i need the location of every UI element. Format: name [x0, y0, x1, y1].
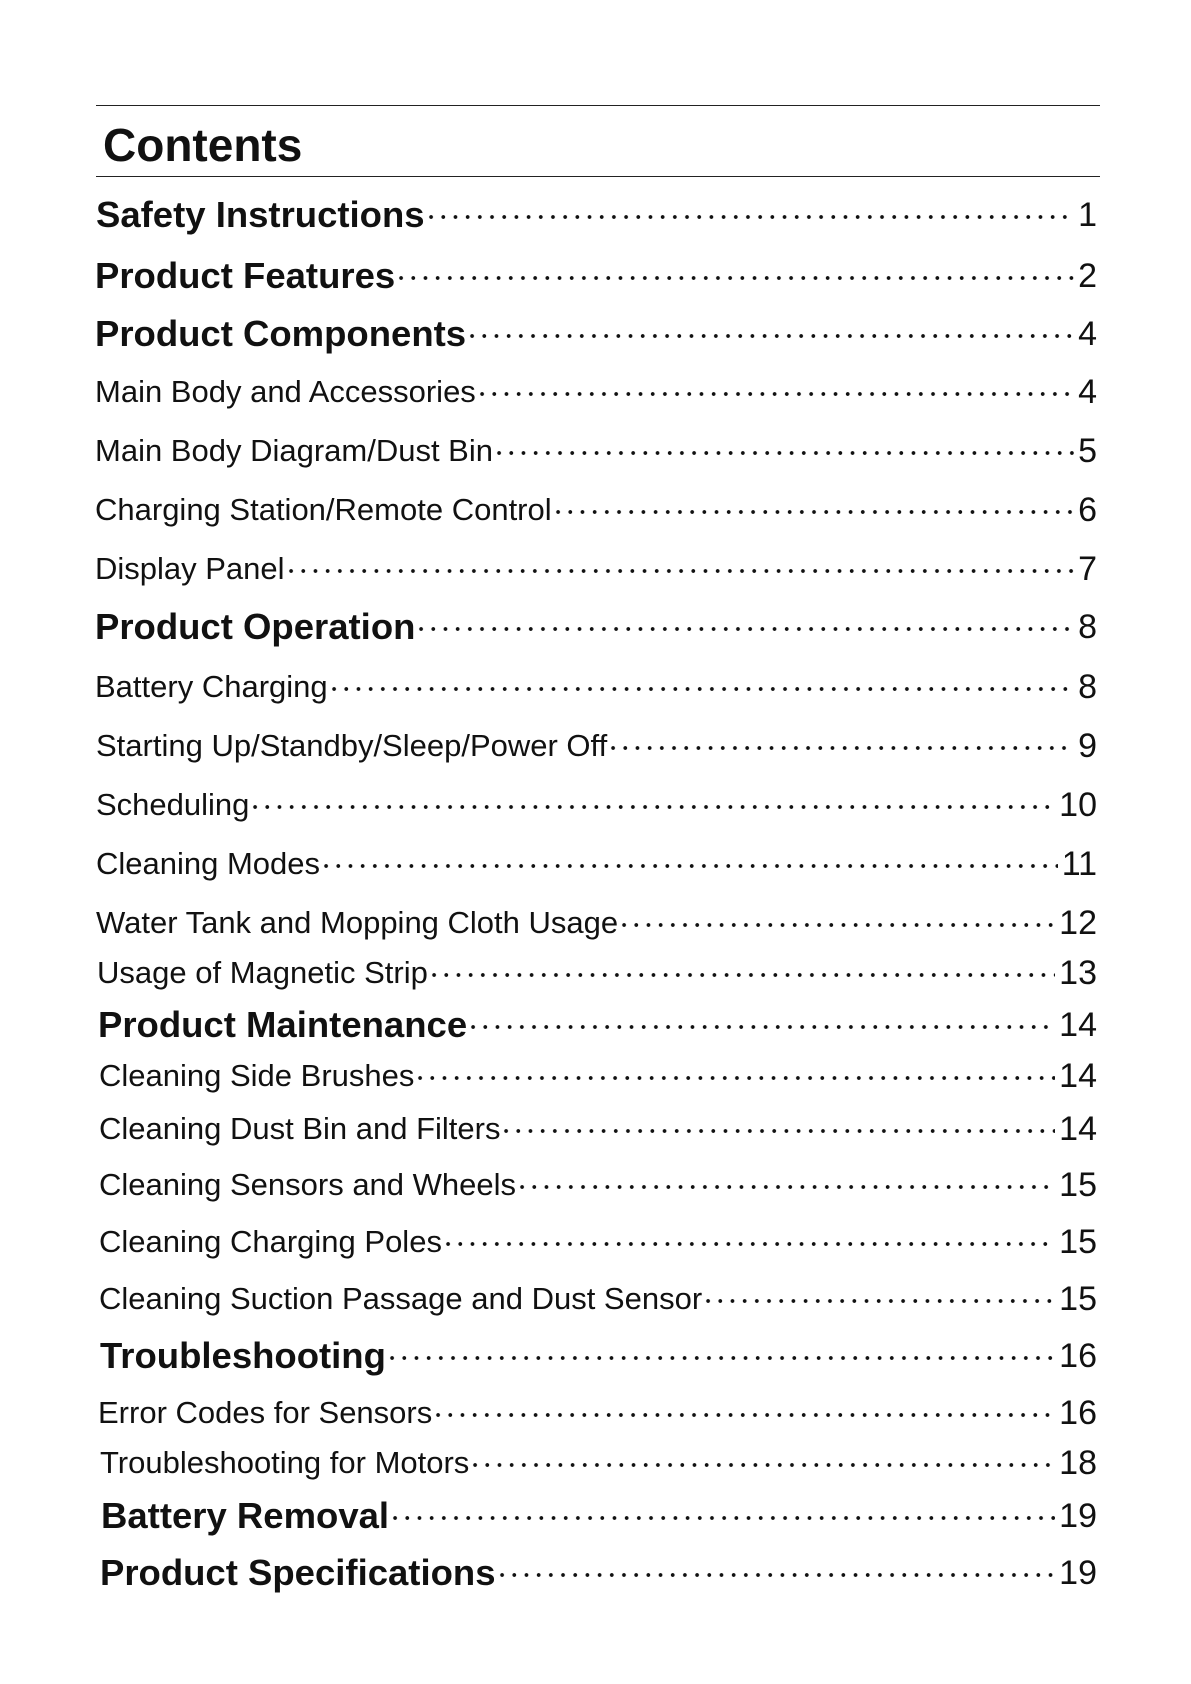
toc-entry-title: Cleaning Sensors and Wheels [99, 1167, 517, 1202]
toc-subsection-entry[interactable] [96, 900, 1097, 946]
toc-page-number: 8 [1078, 668, 1097, 706]
dot-leader [466, 333, 1074, 339]
toc-section-entry[interactable] [95, 604, 1097, 650]
dot-leader [702, 1298, 1055, 1304]
toc-page-number: 10 [1059, 786, 1097, 824]
toc-subsection-entry[interactable] [99, 1162, 1097, 1208]
dot-leader [415, 626, 1074, 632]
toc-subsection-entry[interactable] [96, 723, 1097, 769]
toc-subsection-entry[interactable] [95, 546, 1097, 592]
toc-page-number: 15 [1059, 1280, 1097, 1318]
dot-leader [425, 214, 1075, 220]
toc-entry-title: Battery Removal [101, 1495, 390, 1536]
toc-entry-title: Safety Instructions [96, 194, 425, 235]
dot-leader [516, 1184, 1055, 1190]
toc-page-number: 4 [1078, 373, 1097, 411]
toc-page-number: 14 [1059, 1006, 1097, 1044]
toc-page-number: 19 [1059, 1554, 1097, 1592]
toc-entry-title: Troubleshooting for Motors [100, 1445, 470, 1480]
toc-page-number: 18 [1059, 1444, 1097, 1482]
toc-entry-title: Product Components [95, 313, 467, 354]
toc-page-number: 9 [1078, 727, 1097, 765]
toc-subsection-entry[interactable] [99, 1276, 1097, 1322]
toc-subsection-entry[interactable] [95, 487, 1097, 533]
toc-section-entry[interactable] [101, 1493, 1097, 1539]
toc-entry-title: Cleaning Dust Bin and Filters [99, 1111, 501, 1146]
toc-entry-title: Starting Up/Standby/Sleep/Power Off [96, 728, 608, 763]
toc-page-number: 12 [1059, 904, 1097, 942]
dot-leader [467, 1024, 1055, 1030]
toc-subsection-entry[interactable] [99, 1219, 1097, 1265]
toc-subsection-entry[interactable] [96, 841, 1097, 887]
toc-entry-title: Product Features [95, 255, 396, 296]
dot-leader [428, 972, 1055, 978]
dot-leader [389, 1515, 1055, 1521]
toc-entry-title: Product Specifications [100, 1552, 496, 1593]
toc-page-number: 6 [1078, 491, 1097, 529]
toc-entry-title: Product Maintenance [98, 1004, 468, 1045]
toc-section-entry[interactable] [95, 253, 1097, 299]
toc-page-number: 16 [1059, 1337, 1097, 1375]
toc-page-number: 5 [1078, 432, 1097, 470]
toc-subsection-entry[interactable] [99, 1106, 1097, 1152]
toc-entry-title: Cleaning Charging Poles [99, 1224, 442, 1259]
toc-page-number: 15 [1059, 1223, 1097, 1261]
toc-subsection-entry[interactable] [97, 950, 1097, 996]
toc-subsection-entry[interactable] [98, 1390, 1097, 1436]
toc-subsection-entry[interactable] [95, 428, 1097, 474]
dot-leader [607, 745, 1074, 751]
toc-entry-title: Main Body Diagram/Dust Bin [95, 433, 493, 468]
toc-subsection-entry[interactable] [100, 1440, 1097, 1486]
dot-leader [476, 391, 1074, 397]
dot-leader [285, 568, 1075, 574]
dot-leader [414, 1075, 1055, 1081]
toc-page-number: 15 [1059, 1166, 1097, 1204]
toc-page-number: 7 [1078, 550, 1097, 588]
toc-entry-title: Battery Charging [95, 669, 328, 704]
dot-leader [618, 922, 1055, 928]
toc-entry-title: Main Body and Accessories [95, 374, 476, 409]
toc-page-number: 2 [1078, 257, 1097, 295]
toc-subsection-entry[interactable] [96, 782, 1097, 828]
toc-entry-title: Usage of Magnetic Strip [97, 955, 428, 990]
toc-subsection-entry[interactable] [95, 369, 1097, 415]
toc-entry-title: Display Panel [95, 551, 285, 586]
dot-leader [320, 863, 1058, 869]
dot-leader [249, 804, 1055, 810]
toc-entry-title: Scheduling [96, 787, 250, 822]
toc-section-entry[interactable] [98, 1002, 1097, 1048]
toc-page-number: 8 [1078, 608, 1097, 646]
toc-page-number: 14 [1059, 1057, 1097, 1095]
toc-entry-title: Cleaning Modes [96, 846, 321, 881]
dot-leader [386, 1355, 1055, 1361]
toc-entry-title: Troubleshooting [100, 1335, 386, 1376]
toc-section-entry[interactable] [96, 192, 1097, 238]
dot-leader [552, 509, 1074, 515]
page-title: Contents [103, 119, 303, 171]
dot-leader [432, 1412, 1055, 1418]
toc-subsection-entry[interactable] [95, 664, 1097, 710]
dot-leader [493, 450, 1074, 456]
toc-section-entry[interactable] [100, 1333, 1097, 1379]
toc-page-number: 19 [1059, 1497, 1097, 1535]
toc-entry-title: Product Operation [95, 606, 416, 647]
toc-page-number: 14 [1059, 1110, 1097, 1148]
toc-entry-title: Cleaning Suction Passage and Dust Sensor [99, 1281, 703, 1316]
toc-subsection-entry[interactable] [99, 1053, 1097, 1099]
dot-leader [500, 1128, 1055, 1134]
toc-entry-title: Water Tank and Mopping Cloth Usage [96, 905, 619, 940]
toc-page-number: 16 [1059, 1394, 1097, 1432]
toc-page-number: 11 [1061, 845, 1097, 883]
dot-leader [496, 1572, 1056, 1578]
dot-leader [469, 1462, 1055, 1468]
dot-leader [395, 275, 1074, 281]
dot-leader [328, 686, 1074, 692]
toc-page-number: 1 [1078, 196, 1097, 234]
dot-leader [442, 1241, 1055, 1247]
toc-section-entry[interactable] [95, 311, 1097, 357]
toc-entry-title: Cleaning Side Brushes [99, 1058, 415, 1093]
toc-page-number: 4 [1078, 315, 1097, 353]
toc-entry-title: Charging Station/Remote Control [95, 492, 552, 527]
toc-section-entry[interactable] [100, 1550, 1097, 1596]
toc-page-number: 13 [1059, 954, 1097, 992]
toc-entry-title: Error Codes for Sensors [98, 1395, 433, 1430]
